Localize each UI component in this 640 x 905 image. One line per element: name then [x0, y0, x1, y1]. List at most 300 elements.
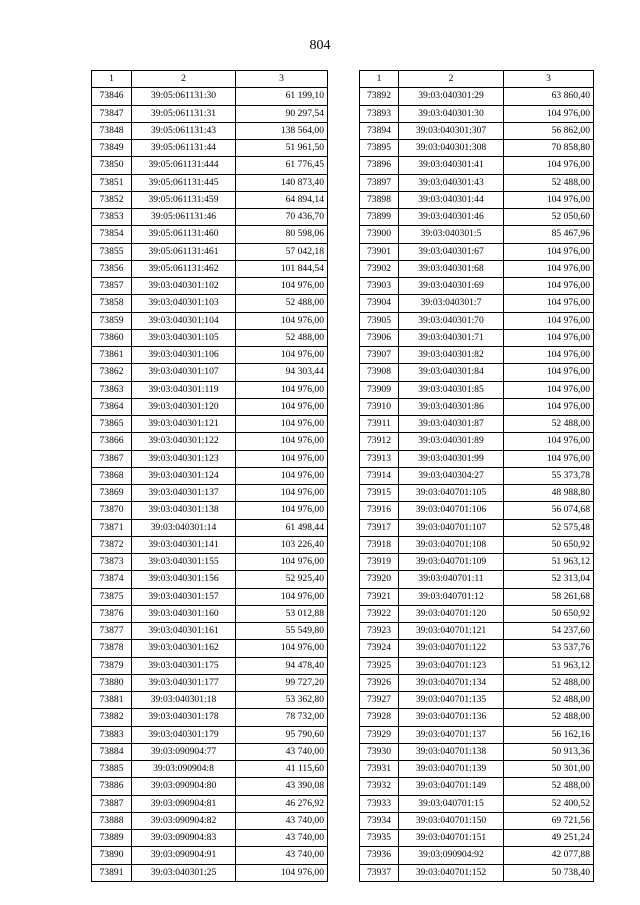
- table-row: [360, 295, 594, 312]
- table-row: [360, 347, 594, 364]
- row-number: 73846: [92, 88, 132, 105]
- cadastral-number: 39:05:061131:31: [132, 105, 236, 122]
- cadastral-number: 39:03:040301:87: [399, 416, 504, 433]
- cadastral-number: 39:03:040301:43: [399, 174, 504, 191]
- table-row: [360, 381, 594, 398]
- table-row: [92, 864, 328, 881]
- row-number: 73910: [360, 398, 399, 415]
- table-row: [360, 571, 594, 588]
- row-number: 73878: [92, 640, 132, 657]
- row-number: 73854: [92, 226, 132, 243]
- table-row: [92, 157, 328, 174]
- row-number: 73884: [92, 743, 132, 760]
- value: 101 844,54: [236, 260, 328, 277]
- cadastral-number: 39:05:061131:43: [132, 122, 236, 139]
- cadastral-number: 39:05:061131:44: [132, 140, 236, 157]
- value: 85 467,96: [504, 226, 594, 243]
- value: 104 976,00: [236, 864, 328, 881]
- table-row: [92, 450, 328, 467]
- table-row: [360, 140, 594, 157]
- value: 57 042,18: [236, 243, 328, 260]
- value: 50 650,92: [504, 536, 594, 553]
- cadastral-number: 39:03:040301:106: [132, 347, 236, 364]
- cadastral-number: 39:03:040701:138: [399, 743, 504, 760]
- table-row: [360, 226, 594, 243]
- value: 103 226,40: [236, 536, 328, 553]
- value: 104 976,00: [504, 398, 594, 415]
- row-number: 73885: [92, 761, 132, 778]
- row-number: 73855: [92, 243, 132, 260]
- row-number: 73915: [360, 485, 399, 502]
- table-row: [92, 122, 328, 139]
- row-number: 73861: [92, 347, 132, 364]
- cadastral-number: 39:03:040701:107: [399, 519, 504, 536]
- table-row: [360, 830, 594, 847]
- cadastral-number: 39:05:061131:462: [132, 260, 236, 277]
- row-number: 73869: [92, 485, 132, 502]
- cadastral-number: 39:03:040301:161: [132, 623, 236, 640]
- table-row: [360, 657, 594, 674]
- table-row: [360, 726, 594, 743]
- table-row: [92, 519, 328, 536]
- table-row: [92, 588, 328, 605]
- table-row: [360, 709, 594, 726]
- table-row: [92, 536, 328, 553]
- table-row: [360, 864, 594, 881]
- table-row: [360, 605, 594, 622]
- value: 42 077,88: [504, 847, 594, 864]
- value: 50 913,36: [504, 743, 594, 760]
- table-row: [360, 450, 594, 467]
- cadastral-number: 39:03:040301:138: [132, 502, 236, 519]
- row-number: 73848: [92, 122, 132, 139]
- value: 52 488,00: [504, 416, 594, 433]
- table-row: [360, 398, 594, 415]
- value: 55 373,78: [504, 467, 594, 484]
- value: 53 362,80: [236, 692, 328, 709]
- value: 104 976,00: [504, 312, 594, 329]
- row-number: 73911: [360, 416, 399, 433]
- cadastral-number: 39:03:040701:123: [399, 657, 504, 674]
- cadastral-number: 39:03:040301:102: [132, 278, 236, 295]
- cadastral-number: 39:03:040301:5: [399, 226, 504, 243]
- table-row: [92, 674, 328, 691]
- row-number: 73924: [360, 640, 399, 657]
- cadastral-number: 39:05:061131:444: [132, 157, 236, 174]
- cadastral-number: 39:03:040301:123: [132, 450, 236, 467]
- cadastral-number: 39:03:040301:68: [399, 260, 504, 277]
- row-number: 73888: [92, 812, 132, 829]
- row-number: 73923: [360, 623, 399, 640]
- value: 69 721,56: [504, 812, 594, 829]
- row-number: 73930: [360, 743, 399, 760]
- row-number: 73883: [92, 726, 132, 743]
- row-number: 73872: [92, 536, 132, 553]
- cadastral-number: 39:03:040301:30: [399, 105, 504, 122]
- value: 70 436,70: [236, 209, 328, 226]
- table-row: [360, 812, 594, 829]
- table-row: [360, 467, 594, 484]
- value: 104 976,00: [236, 278, 328, 295]
- value: 56 862,00: [504, 122, 594, 139]
- table-row: [92, 467, 328, 484]
- value: 104 976,00: [236, 485, 328, 502]
- row-number: 73870: [92, 502, 132, 519]
- table-row: [92, 416, 328, 433]
- row-number: 73917: [360, 519, 399, 536]
- row-number: 73908: [360, 364, 399, 381]
- row-number: 73895: [360, 140, 399, 157]
- value: 104 976,00: [236, 433, 328, 450]
- row-number: 73893: [360, 105, 399, 122]
- table-row: [360, 795, 594, 812]
- row-number: 73847: [92, 105, 132, 122]
- row-number: 73881: [92, 692, 132, 709]
- value: 43 740,00: [236, 847, 328, 864]
- cadastral-number: 39:03:090904:92: [399, 847, 504, 864]
- table-row: [92, 105, 328, 122]
- value: 52 400,52: [504, 795, 594, 812]
- table-row: [360, 174, 594, 191]
- cadastral-number: 39:03:040701:137: [399, 726, 504, 743]
- cadastral-number: 39:03:040301:89: [399, 433, 504, 450]
- row-number: 73931: [360, 761, 399, 778]
- value: 58 261,68: [504, 588, 594, 605]
- cadastral-number: 39:03:040301:124: [132, 467, 236, 484]
- table-row: [360, 502, 594, 519]
- column-header: 1: [360, 71, 399, 88]
- cadastral-number: 39:03:040701:121: [399, 623, 504, 640]
- cadastral-number: 39:03:040701:149: [399, 778, 504, 795]
- cadastral-number: 39:03:040301:103: [132, 295, 236, 312]
- row-number: 73849: [92, 140, 132, 157]
- table-row: [92, 381, 328, 398]
- page-number: 804: [309, 38, 331, 53]
- registry-table-right: [359, 70, 594, 882]
- value: 90 297,54: [236, 105, 328, 122]
- row-number: 73937: [360, 864, 399, 881]
- cadastral-number: 39:03:040301:69: [399, 278, 504, 295]
- table-row: [360, 209, 594, 226]
- value: 51 961,50: [236, 140, 328, 157]
- value: 78 732,00: [236, 709, 328, 726]
- value: 53 537,76: [504, 640, 594, 657]
- table-row: [92, 191, 328, 208]
- row-number: 73904: [360, 295, 399, 312]
- value: 104 976,00: [504, 364, 594, 381]
- value: 43 740,00: [236, 743, 328, 760]
- table-row: [360, 536, 594, 553]
- row-number: 73933: [360, 795, 399, 812]
- value: 52 488,00: [504, 709, 594, 726]
- row-number: 73906: [360, 329, 399, 346]
- cadastral-number: 39:03:040301:120: [132, 398, 236, 415]
- value: 49 251,24: [504, 830, 594, 847]
- row-number: 73903: [360, 278, 399, 295]
- table-row: [92, 761, 328, 778]
- cadastral-number: 39:03:040701:134: [399, 674, 504, 691]
- value: 104 976,00: [236, 398, 328, 415]
- table-row: [92, 243, 328, 260]
- row-number: 73914: [360, 467, 399, 484]
- cadastral-number: 39:03:090904:91: [132, 847, 236, 864]
- row-number: 73927: [360, 692, 399, 709]
- value: 104 976,00: [504, 105, 594, 122]
- table-row: [360, 778, 594, 795]
- row-number: 73922: [360, 605, 399, 622]
- cadastral-number: 39:03:040301:70: [399, 312, 504, 329]
- value: 104 976,00: [236, 554, 328, 571]
- table-row: [360, 122, 594, 139]
- row-number: 73929: [360, 726, 399, 743]
- table-row: [92, 692, 328, 709]
- table-row: [360, 674, 594, 691]
- cadastral-number: 39:03:040301:7: [399, 295, 504, 312]
- value: 51 963,12: [504, 657, 594, 674]
- table-row: [92, 605, 328, 622]
- table-row: [92, 847, 328, 864]
- table-row: [360, 88, 594, 105]
- cadastral-number: 39:03:040701:106: [399, 502, 504, 519]
- cadastral-number: 39:03:040301:307: [399, 122, 504, 139]
- value: 94 303,44: [236, 364, 328, 381]
- cadastral-number: 39:03:090904:80: [132, 778, 236, 795]
- table-row: [360, 278, 594, 295]
- value: 104 976,00: [504, 450, 594, 467]
- row-number: 73901: [360, 243, 399, 260]
- cadastral-number: 39:03:040701:151: [399, 830, 504, 847]
- value: 43 740,00: [236, 812, 328, 829]
- value: 50 738,40: [504, 864, 594, 881]
- cadastral-number: 39:03:090904:82: [132, 812, 236, 829]
- value: 52 575,48: [504, 519, 594, 536]
- cadastral-number: 39:03:040301:46: [399, 209, 504, 226]
- cadastral-number: 39:03:040701:15: [399, 795, 504, 812]
- value: 53 012,88: [236, 605, 328, 622]
- cadastral-number: 39:03:040301:44: [399, 191, 504, 208]
- value: 104 976,00: [504, 191, 594, 208]
- row-number: 73879: [92, 657, 132, 674]
- cadastral-number: 39:03:040301:85: [399, 381, 504, 398]
- value: 95 790,60: [236, 726, 328, 743]
- cadastral-number: 39:03:040301:119: [132, 381, 236, 398]
- value: 104 976,00: [504, 295, 594, 312]
- row-number: 73862: [92, 364, 132, 381]
- cadastral-number: 39:03:090904:81: [132, 795, 236, 812]
- cadastral-number: 39:03:040301:175: [132, 657, 236, 674]
- row-number: 73896: [360, 157, 399, 174]
- value: 104 976,00: [236, 312, 328, 329]
- cadastral-number: 39:03:040701:120: [399, 605, 504, 622]
- cadastral-number: 39:03:040301:25: [132, 864, 236, 881]
- table-header-row: [360, 71, 594, 88]
- value: 104 976,00: [236, 450, 328, 467]
- cadastral-number: 39:03:040301:18: [132, 692, 236, 709]
- row-number: 73875: [92, 588, 132, 605]
- row-number: 73934: [360, 812, 399, 829]
- cadastral-number: 39:03:090904:77: [132, 743, 236, 760]
- cadastral-number: 39:03:040701:11: [399, 571, 504, 588]
- cadastral-number: 39:05:061131:30: [132, 88, 236, 105]
- value: 52 488,00: [504, 692, 594, 709]
- table-row: [92, 726, 328, 743]
- value: 104 976,00: [236, 502, 328, 519]
- table-row: [360, 761, 594, 778]
- row-number: 73897: [360, 174, 399, 191]
- table-row: [92, 312, 328, 329]
- cadastral-number: 39:03:040301:177: [132, 674, 236, 691]
- table-row: [92, 778, 328, 795]
- cadastral-number: 39:03:040301:122: [132, 433, 236, 450]
- cadastral-number: 39:03:040301:178: [132, 709, 236, 726]
- table-row: [360, 554, 594, 571]
- table-row: [92, 88, 328, 105]
- table-header-row: [92, 71, 328, 88]
- row-number: 73852: [92, 191, 132, 208]
- row-number: 73857: [92, 278, 132, 295]
- table-row: [92, 709, 328, 726]
- value: 104 976,00: [236, 467, 328, 484]
- cadastral-number: 39:03:040301:155: [132, 554, 236, 571]
- cadastral-number: 39:03:040301:84: [399, 364, 504, 381]
- value: 55 549,80: [236, 623, 328, 640]
- row-number: 73909: [360, 381, 399, 398]
- value: 52 925,40: [236, 571, 328, 588]
- table-row: [360, 847, 594, 864]
- value: 43 390,08: [236, 778, 328, 795]
- value: 104 976,00: [504, 243, 594, 260]
- cadastral-number: 39:03:040701:109: [399, 554, 504, 571]
- row-number: 73863: [92, 381, 132, 398]
- cadastral-number: 39:03:040701:139: [399, 761, 504, 778]
- table-row: [360, 588, 594, 605]
- value: 104 976,00: [236, 347, 328, 364]
- cadastral-number: 39:03:040301:179: [132, 726, 236, 743]
- table-row: [360, 416, 594, 433]
- cadastral-number: 39:03:040301:141: [132, 536, 236, 553]
- row-number: 73919: [360, 554, 399, 571]
- value: 104 976,00: [504, 329, 594, 346]
- value: 52 488,00: [504, 674, 594, 691]
- value: 52 488,00: [236, 329, 328, 346]
- table-row: [360, 743, 594, 760]
- row-number: 73851: [92, 174, 132, 191]
- row-number: 73873: [92, 554, 132, 571]
- row-number: 73874: [92, 571, 132, 588]
- cadastral-number: 39:03:040301:99: [399, 450, 504, 467]
- row-number: 73868: [92, 467, 132, 484]
- value: 52 313,04: [504, 571, 594, 588]
- cadastral-number: 39:03:040301:86: [399, 398, 504, 415]
- table-row: [360, 433, 594, 450]
- row-number: 73894: [360, 122, 399, 139]
- row-number: 73912: [360, 433, 399, 450]
- row-number: 73864: [92, 398, 132, 415]
- row-number: 73882: [92, 709, 132, 726]
- cadastral-number: 39:03:040301:71: [399, 329, 504, 346]
- row-number: 73871: [92, 519, 132, 536]
- table-row: [92, 295, 328, 312]
- row-number: 73926: [360, 674, 399, 691]
- table-row: [92, 140, 328, 157]
- row-number: 73921: [360, 588, 399, 605]
- cadastral-number: 39:05:061131:461: [132, 243, 236, 260]
- value: 104 976,00: [504, 433, 594, 450]
- table-row: [360, 157, 594, 174]
- cadastral-number: 39:03:040701:12: [399, 588, 504, 605]
- row-number: 73892: [360, 88, 399, 105]
- cadastral-number: 39:03:040701:135: [399, 692, 504, 709]
- row-number: 73880: [92, 674, 132, 691]
- row-number: 73866: [92, 433, 132, 450]
- table-row: [360, 329, 594, 346]
- value: 104 976,00: [504, 260, 594, 277]
- cadastral-number: 39:03:040301:14: [132, 519, 236, 536]
- cadastral-number: 39:03:040301:67: [399, 243, 504, 260]
- value: 64 894,14: [236, 191, 328, 208]
- row-number: 73920: [360, 571, 399, 588]
- cadastral-number: 39:03:040701:108: [399, 536, 504, 553]
- cadastral-number: 39:03:040301:137: [132, 485, 236, 502]
- row-number: 73876: [92, 605, 132, 622]
- value: 104 976,00: [504, 347, 594, 364]
- value: 52 488,00: [504, 174, 594, 191]
- row-number: 73886: [92, 778, 132, 795]
- row-number: 73899: [360, 209, 399, 226]
- value: 56 074,68: [504, 502, 594, 519]
- table-row: [92, 623, 328, 640]
- cadastral-number: 39:03:040701:122: [399, 640, 504, 657]
- value: 48 988,80: [504, 485, 594, 502]
- row-number: 73902: [360, 260, 399, 277]
- value: 52 050,60: [504, 209, 594, 226]
- table-row: [360, 243, 594, 260]
- row-number: 73928: [360, 709, 399, 726]
- table-row: [360, 485, 594, 502]
- row-number: 73907: [360, 347, 399, 364]
- table-row: [360, 519, 594, 536]
- table-row: [360, 312, 594, 329]
- cadastral-number: 39:03:090904:83: [132, 830, 236, 847]
- value: 52 488,00: [236, 295, 328, 312]
- row-number: 73860: [92, 329, 132, 346]
- value: 80 598,06: [236, 226, 328, 243]
- cadastral-number: 39:03:040301:104: [132, 312, 236, 329]
- table-row: [360, 640, 594, 657]
- table-row: [92, 364, 328, 381]
- row-number: 73935: [360, 830, 399, 847]
- row-number: 73890: [92, 847, 132, 864]
- value: 50 650,92: [504, 605, 594, 622]
- row-number: 73856: [92, 260, 132, 277]
- value: 99 727,20: [236, 674, 328, 691]
- cadastral-number: 39:03:040301:160: [132, 605, 236, 622]
- table-row: [92, 485, 328, 502]
- value: 46 276,92: [236, 795, 328, 812]
- table-row: [92, 502, 328, 519]
- cadastral-number: 39:03:040301:29: [399, 88, 504, 105]
- row-number: 73859: [92, 312, 132, 329]
- table-row: [92, 433, 328, 450]
- value: 41 115,60: [236, 761, 328, 778]
- table-row: [92, 571, 328, 588]
- value: 138 564,00: [236, 122, 328, 139]
- cadastral-number: 39:03:040301:82: [399, 347, 504, 364]
- cadastral-number: 39:03:040301:41: [399, 157, 504, 174]
- value: 56 162,16: [504, 726, 594, 743]
- table-row: [92, 278, 328, 295]
- value: 61 199,10: [236, 88, 328, 105]
